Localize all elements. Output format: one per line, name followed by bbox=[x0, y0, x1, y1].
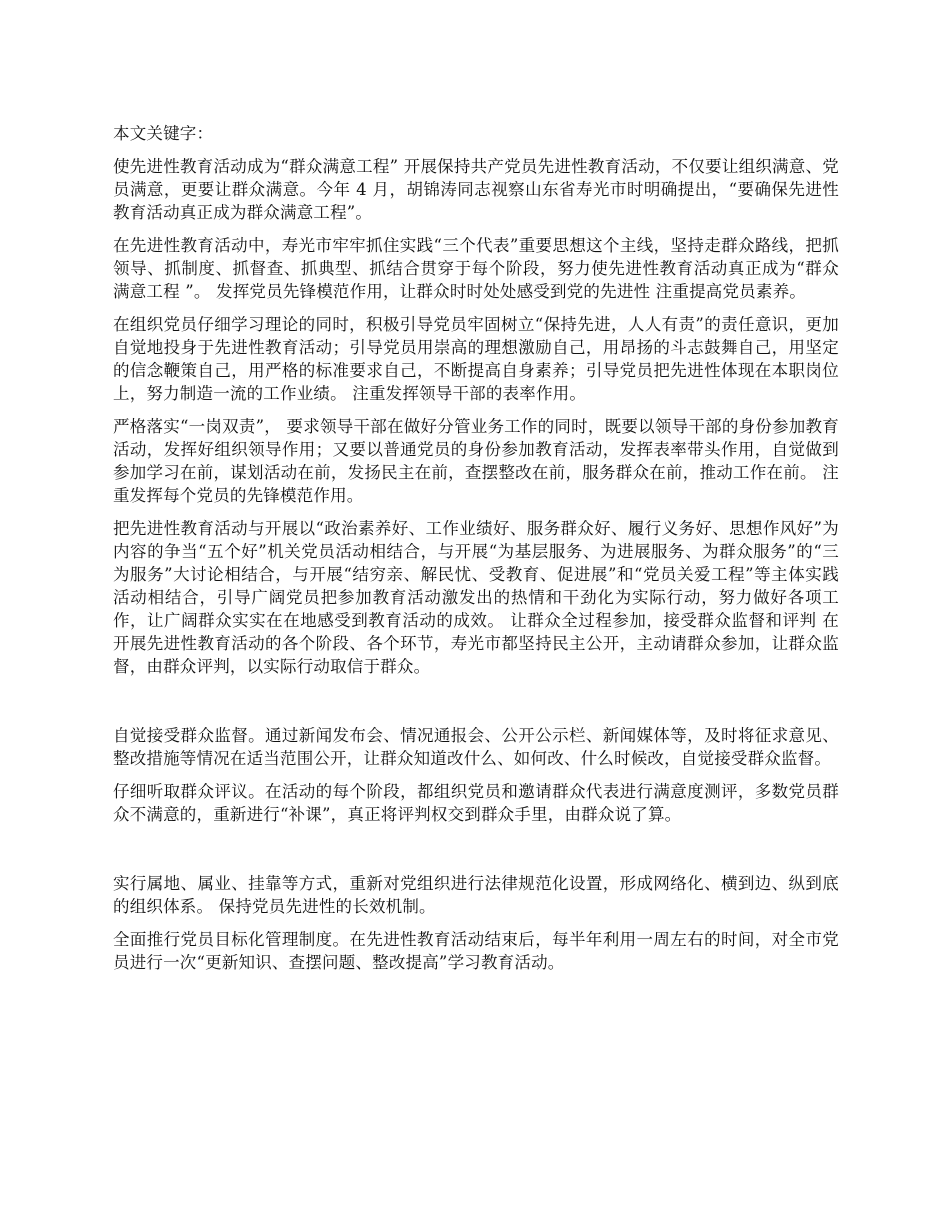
paragraph: 把先进性教育活动与开展以“政治素养好、工作业绩好、服务群众好、履行义务好、思想作风好”为内容的争当“五个好”机关党员活动相结合，与开展“为基层服务、为进展服务、为群众服务”的“三为服务”大讨论相结合，与开展“结穷亲、解民忧、受教育、促进展”和“党员关爱工程”等主体实践活动相结合，引导广阔党员把参加教育活动激发出的热情和干劲化为实际行动，努力做好各项工作，让广阔群众实实在在地感受到教育活动的成效。 让群众全过程参加，接受群众监督和评判 在开展先进性教育活动的各个阶段、各个环节，寿光市都坚持民主公开，主动请群众参加，让群众监督，由群众评判，以实际行动取信于群众。 bbox=[113, 519, 839, 676]
paragraph: 自觉接受群众监督。通过新闻发布会、情况通报会、公开公示栏、新闻媒体等，及时将征求意见、整改措施等情况在适当范围公开，让群众知道改什么、如何改、什么时候改，自觉接受群众监督。 bbox=[113, 726, 839, 768]
paragraph: 在先进性教育活动中，寿光市牢牢抓住实践“三个代表”重要思想这个主线，坚持走群众路线，把抓领导、抓制度、抓督查、抓典型、抓结合贯穿于每个阶段，努力使先进性教育活动真正成为“群众满意工程 ”。 发挥党员先锋模范作用，让群众时时处处感受到党的先进性 注重提高党员素养。 bbox=[113, 236, 839, 301]
document-body bbox=[113, 122, 839, 984]
paragraph: 实行属地、属业、挂靠等方式，重新对党组织进行法律规范化设置，形成网络化、横到边、纵到底的组织体系。 保持党员先进性的长效机制。 bbox=[113, 874, 839, 916]
keywords-label: 本文关键字： bbox=[113, 124, 214, 143]
paragraph: 严格落实“一岗双责”， 要求领导干部在做好分管业务工作的同时，既要以领导干部的身份参加教育活动，发挥好组织领导作用；又要以普通党员的身份参加教育活动，发挥表率带头作用，自觉做到参加学习在前，谋划活动在前，发扬民主在前，查摆整改在前，服务群众在前，推动工作在前。 注重发挥每个党员的先锋模范作用。 bbox=[113, 417, 839, 505]
paragraph: 使先进性教育活动成为“群众满意工程” 开展保持共产党员先进性教育活动，不仅要让组织满意、党员满意，更要让群众满意。今年 4 月，胡锦涛同志视察山东省寿光市时明确提出，“要确保先进性教育活动真正成为群众满意工程”。 bbox=[113, 157, 839, 222]
paragraph: 在组织党员仔细学习理论的同时，积极引导党员牢固树立“保持先进，人人有责”的责任意识，更加自觉地投身于先进性教育活动；引导党员用崇高的理想激励自己，用昂扬的斗志鼓舞自己，用坚定的信念鞭策自己，用严格的标准要求自己，不断提高自身素养；引导党员把先进性体现在本职岗位上，努力制造一流的工作业绩。 注重发挥领导干部的表率作用。 bbox=[113, 315, 839, 403]
section-spacer bbox=[113, 836, 839, 872]
paragraph: 全面推行党员目标化管理制度。在先进性教育活动结束后，每半年利用一周左右的时间，对全市党员进行一次“更新知识、查摆问题、整改提高”学习教育活动。 bbox=[113, 930, 839, 972]
section-spacer bbox=[113, 688, 839, 724]
paragraph: 仔细听取群众评议。在活动的每个阶段，都组织党员和邀请群众代表进行满意度测评，多数党员群众不满意的，重新进行“补课”，真正将评判权交到群众手里，由群众说了算。 bbox=[113, 782, 839, 824]
